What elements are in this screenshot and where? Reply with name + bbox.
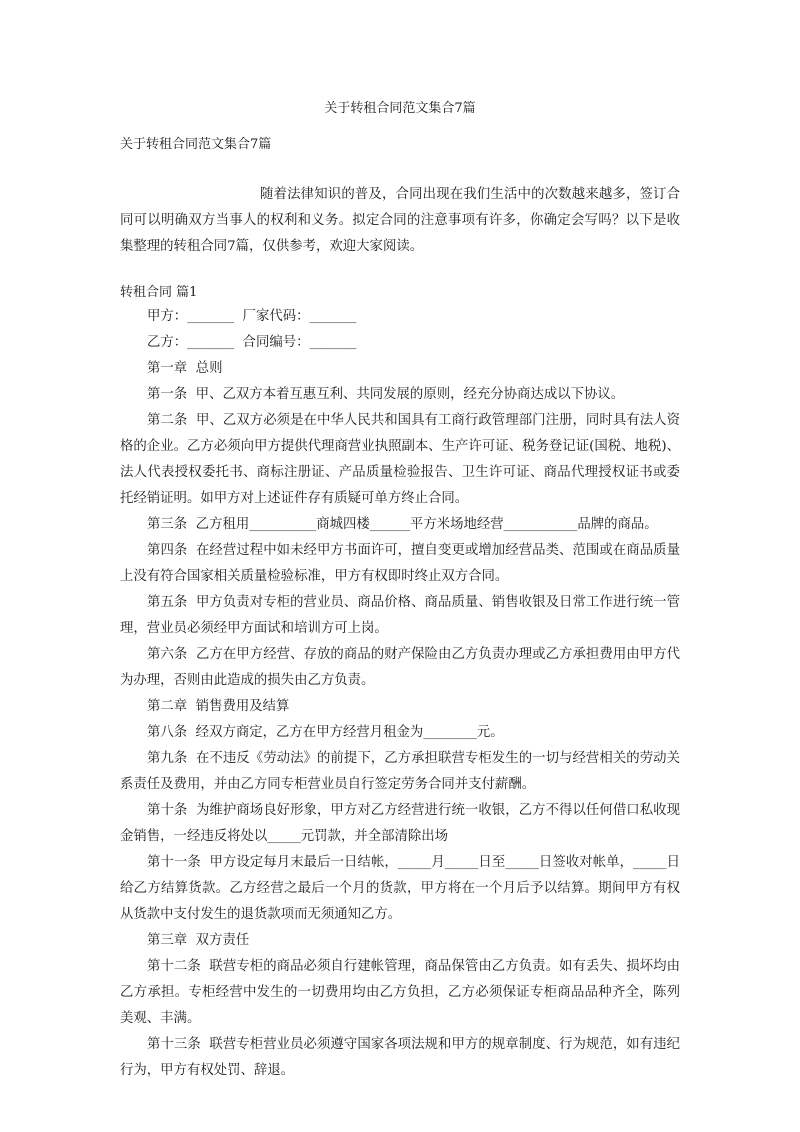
clause-paragraph: 第二条 甲、乙双方必须是在中华人民共和国具有工商行政管理部门注册，同时具有法人资格的企业。乙方必须向甲方提供代理商营业执照副本、生产许可证、税务登记证(国税、地税)、法人代表授权委托书、商标注册证、产品质量检验报告、卫生许可证、商品代理授权证书或委托经销证明。如甲方对上述证件存有质疑可单方终止合同。 bbox=[120, 413, 680, 506]
clause-paragraph: 第四条 在经营过程中如未经甲方书面许可，擅自变更或增加经营品类、范围或在商品质量上没有符合国家相关质量检验标准，甲方有权即时终止双方合同。 bbox=[120, 543, 680, 584]
document-title: 关于转租合同范文集合7篇 bbox=[324, 101, 476, 116]
clause-paragraph: 第六条 乙方在甲方经营、存放的商品的财产保险由乙方负责办理或乙方承担费用由甲方代为办理，否则由此造成的损失由乙方负责。 bbox=[120, 647, 680, 688]
clause-paragraph: 第十一条 甲方设定每月末最后一日结帐，_____月_____日至_____日签收对帐单，_____日给乙方结算货款。乙方经营之最后一个月的货款，甲方将在一个月后予以结算。期间甲方有权从货款中支付发生的退货款项而无须通知乙方。 bbox=[120, 855, 680, 922]
party-a-line: 甲方：_______ 厂家代码：_______ bbox=[147, 309, 357, 324]
clause-paragraph: 第五条 甲方负责对专柜的营业员、商品价格、商品质量、销售收银及日常工作进行统一管理，营业员必须经甲方面试和培训方可上岗。 bbox=[120, 595, 680, 636]
chapter-heading: 第二章 销售费用及结算 bbox=[147, 699, 290, 714]
section-heading: 转租合同 篇1 bbox=[120, 285, 198, 300]
intro-paragraph: 随着法律知识的普及，合同出现在我们生活中的次数越来越多，签订合同可以明确双方当事人的权利和义务。拟定合同的注意事项有许多，你确定会写吗？以下是收集整理的转租合同7篇，仅供参考，欢迎大家阅读。 bbox=[120, 187, 680, 254]
clause-paragraph: 第一条 甲、乙双方本着互惠互利、共同发展的原则，经充分协商达成以下协议。 bbox=[147, 387, 625, 402]
clause-paragraph: 第三条 乙方租用__________商城四楼______平方米场地经营___________品牌的商品。 bbox=[147, 517, 658, 532]
clause-paragraph: 第九条 在不违反《劳动法》的前提下，乙方承担联营专柜发生的一切与经营相关的劳动关系责任及费用，并由乙方同专柜营业员自行签定劳务合同并支付薪酬。 bbox=[120, 751, 680, 792]
document-heading: 关于转租合同范文集合7篇 bbox=[120, 137, 272, 152]
contract-body bbox=[120, 304, 680, 1084]
clause-paragraph: 第八条 经双方商定，乙方在甲方经营月租金为________元。 bbox=[147, 725, 504, 740]
clause-paragraph: 第十二条 联营专柜的商品必须自行建帐管理，商品保管由乙方负责。如有丢失、损坏均由乙方承担。专柜经营中发生的一切费用均由乙方负担，乙方必须保证专柜商品品种齐全，陈列美观、丰满。 bbox=[120, 959, 680, 1026]
party-b-line: 乙方：_______ 合同编号：_______ bbox=[147, 335, 357, 350]
clause-paragraph: 第十三条 联营专柜营业员必须遵守国家各项法规和甲方的规章制度、行为规范，如有违纪行为，甲方有权处罚、辞退。 bbox=[120, 1037, 680, 1078]
chapter-heading: 第三章 双方责任 bbox=[147, 933, 250, 948]
chapter-heading: 第一章 总则 bbox=[147, 361, 223, 376]
clause-paragraph: 第十条 为维护商场良好形象，甲方对乙方经营进行统一收银，乙方不得以任何借口私收现金销售，一经违反将处以_____元罚款，并全部清除出场 bbox=[120, 803, 680, 844]
